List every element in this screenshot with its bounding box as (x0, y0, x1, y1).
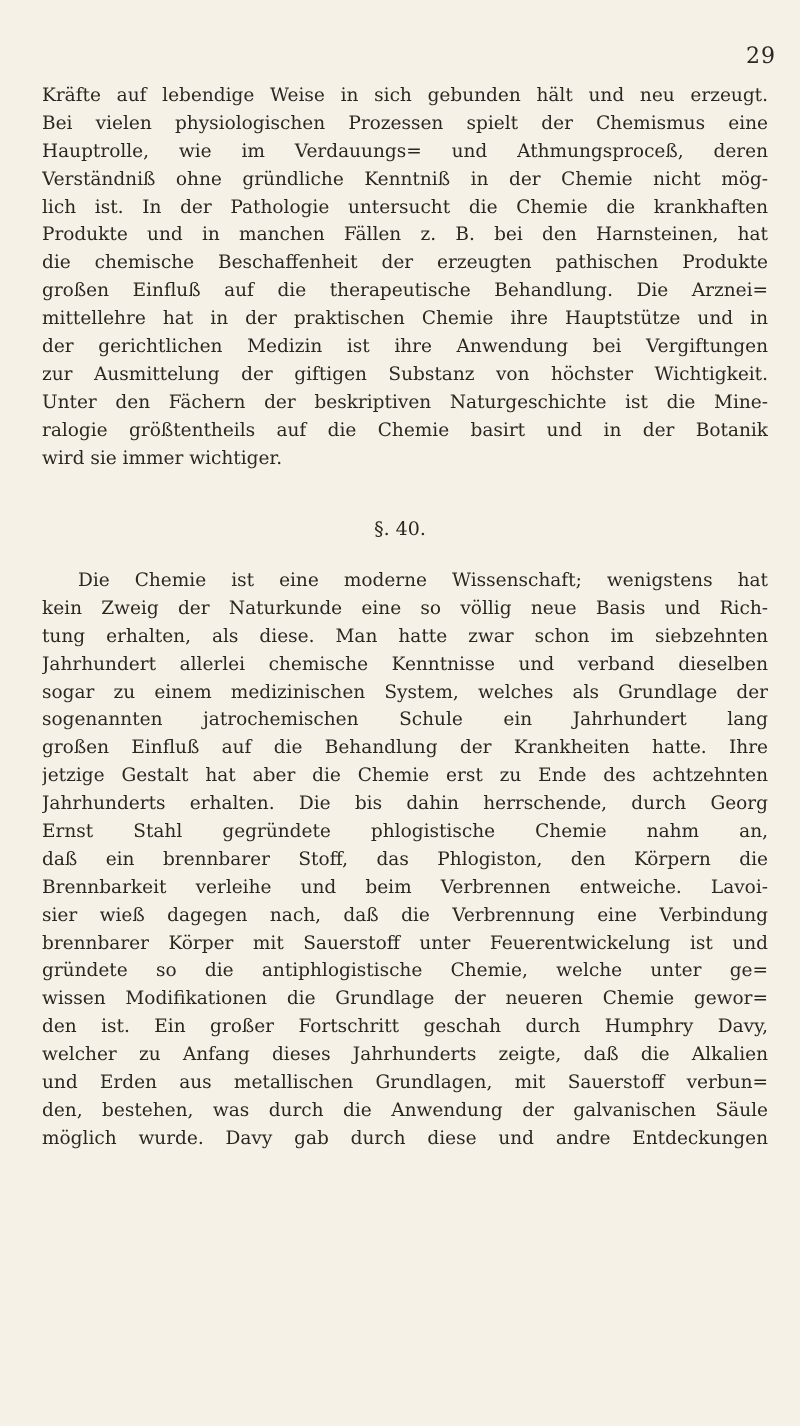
text-line: Ernst Stahl gegründete phlogistische Chemie nahm an, (42, 821, 768, 843)
text-line: Produkte und in manchen Fällen z. B. bei den Harnsteinen, hat (42, 224, 768, 246)
text-line: Jahrhunderts erhalten. Die bis dahin herrschende, durch Georg (42, 793, 768, 815)
text-line: sogenannten jatrochemischen Schule ein Jahrhundert lang (42, 709, 768, 731)
text-line: wissen Modifikationen die Grundlage der neueren Chemie gewor= (42, 988, 768, 1010)
text-line: sier wieß dagegen nach, daß die Verbrennung eine Verbindung (42, 904, 768, 926)
text-line: Verständniß ohne gründliche Kenntniß in der Chemie nicht mög- (42, 168, 768, 190)
paragraph-2 (42, 567, 768, 1153)
text-line: möglich wurde. Davy gab durch diese und andre Entdeckungen (42, 1127, 768, 1149)
text-line: die chemische Beschaffenheit der erzeugten pathischen Produkte (42, 252, 768, 274)
text-line: Kräfte auf lebendige Weise in sich gebunden hält und neu erzeugt. (42, 85, 768, 106)
text-line: gründete so die antiphlogistische Chemie, welche unter ge= (42, 960, 768, 982)
section-heading: §. 40. (374, 518, 426, 540)
text-line: großen Einfluß auf die therapeutische Behandlung. Die Arznei= (42, 280, 768, 302)
text-line: mittellehre hat in der praktischen Chemie ihre Hauptstütze und in (42, 308, 768, 330)
text-line: Hauptrolle, wie im Verdauungs= und Athmungsproceß, deren (42, 140, 768, 162)
text-line: der gerichtlichen Medizin ist ihre Anwendung bei Vergiftungen (42, 336, 768, 358)
text-line: den ist. Ein großer Fortschritt geschah durch Humphry Davy, (42, 1016, 768, 1038)
text-line: brennbarer Körper mit Sauerstoff unter Feuerentwickelung ist und (42, 932, 768, 954)
text-line: wird sie immer wichtiger. (42, 447, 283, 469)
text-line: ralogie größtentheils auf die Chemie basirt und in der Botanik (42, 419, 768, 441)
text-line: großen Einfluß auf die Behandlung der Krankheiten hatte. Ihre (42, 737, 768, 759)
text-line: Jahrhundert allerlei chemische Kenntnisse und verband dieselben (42, 653, 768, 675)
text-line: kein Zweig der Naturkunde eine so völlig neue Basis und Rich- (42, 597, 768, 619)
paragraph-1 (42, 82, 768, 472)
text-line: Bei vielen physiologischen Prozessen spielt der Chemismus eine (42, 112, 768, 134)
text-line: Unter den Fächern der beskriptiven Naturgeschichte ist die Mine- (42, 391, 768, 413)
text-line: tung erhalten, als diese. Man hatte zwar schon im siebzehnten (42, 625, 768, 647)
text-line: Brennbarkeit verleihe und beim Verbrennen entweiche. Lavoi- (42, 876, 768, 898)
text-line: sogar zu einem medizinischen System, welches als Grundlage der (42, 681, 768, 703)
text-line: den, bestehen, was durch die Anwendung der galvanischen Säule (42, 1099, 768, 1121)
text-line: lich ist. In der Pathologie untersucht die Chemie die krankhaften (42, 196, 768, 218)
text-line: und Erden aus metallischen Grundlagen, mit Sauerstoff verbun= (42, 1072, 768, 1094)
text-line: zur Ausmittelung der giftigen Substanz von höchster Wichtigkeit. (42, 363, 768, 385)
text-line: welcher zu Anfang dieses Jahrhunderts zeigte, daß die Alkalien (42, 1044, 768, 1066)
text-line: Die Chemie ist eine moderne Wissenschaft; wenigstens hat (78, 570, 768, 591)
text-line: daß ein brennbarer Stoff, das Phlogiston, den Körpern die (42, 848, 768, 870)
page-number: 29 (746, 44, 776, 69)
text-line: jetzige Gestalt hat aber die Chemie erst zu Ende des achtzehnten (42, 765, 768, 787)
